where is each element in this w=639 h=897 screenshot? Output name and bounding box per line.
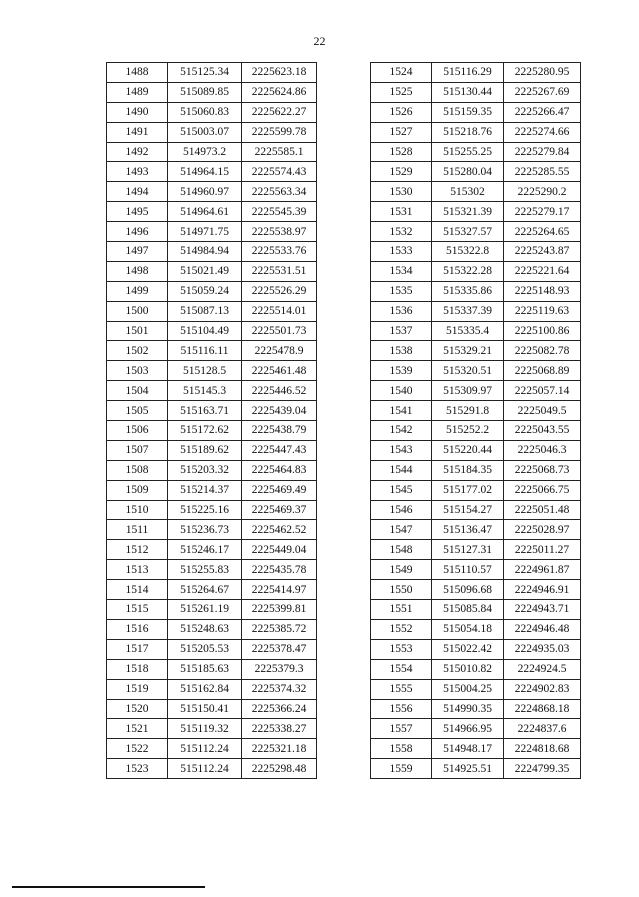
coordinates-table-right [370,62,581,779]
x-coordinate-cell: 514984.94 [168,242,242,262]
table-row [371,222,581,242]
point-number-cell: 1514 [107,580,168,600]
x-coordinate-cell: 515085.84 [432,600,504,620]
y-coordinate-cell: 2225531.51 [242,261,317,281]
table-row [107,719,317,739]
table-row [107,122,317,142]
point-number-cell: 1559 [371,759,432,779]
table-row [107,639,317,659]
point-number-cell: 1500 [107,301,168,321]
x-coordinate-cell: 514990.35 [432,699,504,719]
x-coordinate-cell: 515185.63 [168,659,242,679]
point-number-cell: 1540 [371,381,432,401]
table-row [371,460,581,480]
point-number-cell: 1533 [371,242,432,262]
point-number-cell: 1537 [371,321,432,341]
table-row [107,739,317,759]
point-number-cell: 1548 [371,540,432,560]
y-coordinate-cell: 2225447.43 [242,440,317,460]
y-coordinate-cell: 2225068.73 [504,460,581,480]
point-number-cell: 1499 [107,281,168,301]
x-coordinate-cell: 515280.04 [432,162,504,182]
x-coordinate-cell: 515104.49 [168,321,242,341]
y-coordinate-cell: 2225082.78 [504,341,581,361]
x-coordinate-cell: 515291.8 [432,401,504,421]
table-row [107,460,317,480]
table-row [371,560,581,580]
point-number-cell: 1528 [371,142,432,162]
point-number-cell: 1495 [107,202,168,222]
table-row [371,162,581,182]
x-coordinate-cell: 515130.44 [432,82,504,102]
point-number-cell: 1539 [371,361,432,381]
table-row [371,619,581,639]
x-coordinate-cell: 514971.75 [168,222,242,242]
table-row [371,679,581,699]
table-row [371,321,581,341]
y-coordinate-cell: 2225119.63 [504,301,581,321]
point-number-cell: 1545 [371,480,432,500]
table-row [371,580,581,600]
table-row [371,182,581,202]
table-row [371,739,581,759]
x-coordinate-cell: 515205.53 [168,639,242,659]
y-coordinate-cell: 2224799.35 [504,759,581,779]
table-row [107,600,317,620]
point-number-cell: 1530 [371,182,432,202]
point-number-cell: 1494 [107,182,168,202]
point-number-cell: 1512 [107,540,168,560]
table-row [371,122,581,142]
y-coordinate-cell: 2224946.91 [504,580,581,600]
point-number-cell: 1547 [371,520,432,540]
point-number-cell: 1497 [107,242,168,262]
x-coordinate-cell: 515320.51 [432,361,504,381]
point-number-cell: 1519 [107,679,168,699]
point-number-cell: 1550 [371,580,432,600]
y-coordinate-cell: 2224837.6 [504,719,581,739]
point-number-cell: 1492 [107,142,168,162]
table-row [371,63,581,83]
point-number-cell: 1529 [371,162,432,182]
point-number-cell: 1554 [371,659,432,679]
point-number-cell: 1518 [107,659,168,679]
y-coordinate-cell: 2224902.83 [504,679,581,699]
y-coordinate-cell: 2225385.72 [242,619,317,639]
x-coordinate-cell: 515236.73 [168,520,242,540]
x-coordinate-cell: 515337.39 [432,301,504,321]
point-number-cell: 1520 [107,699,168,719]
x-coordinate-cell: 515119.32 [168,719,242,739]
point-number-cell: 1536 [371,301,432,321]
y-coordinate-cell: 2225285.55 [504,162,581,182]
y-coordinate-cell: 2225066.75 [504,480,581,500]
point-number-cell: 1503 [107,361,168,381]
table-row [371,202,581,222]
point-number-cell: 1489 [107,82,168,102]
y-coordinate-cell: 2225501.73 [242,321,317,341]
point-number-cell: 1524 [371,63,432,83]
x-coordinate-cell: 515321.39 [432,202,504,222]
point-number-cell: 1535 [371,281,432,301]
point-number-cell: 1517 [107,639,168,659]
point-number-cell: 1543 [371,440,432,460]
point-number-cell: 1527 [371,122,432,142]
x-coordinate-cell: 514960.97 [168,182,242,202]
table-row [371,381,581,401]
y-coordinate-cell: 2225046.3 [504,440,581,460]
y-coordinate-cell: 2225526.29 [242,281,317,301]
x-coordinate-cell: 515128.5 [168,361,242,381]
x-coordinate-cell: 515159.35 [432,102,504,122]
y-coordinate-cell: 2225374.32 [242,679,317,699]
y-coordinate-cell: 2225280.95 [504,63,581,83]
y-coordinate-cell: 2225585.1 [242,142,317,162]
x-coordinate-cell: 514973.2 [168,142,242,162]
point-number-cell: 1531 [371,202,432,222]
y-coordinate-cell: 2225057.14 [504,381,581,401]
table-row [371,500,581,520]
x-coordinate-cell: 515089.85 [168,82,242,102]
x-coordinate-cell: 515189.62 [168,440,242,460]
y-coordinate-cell: 2225464.83 [242,460,317,480]
y-coordinate-cell: 2225514.01 [242,301,317,321]
table-row [371,659,581,679]
y-coordinate-cell: 2225446.52 [242,381,317,401]
x-coordinate-cell: 515110.57 [432,560,504,580]
x-coordinate-cell: 515329.21 [432,341,504,361]
y-coordinate-cell: 2225011.27 [504,540,581,560]
y-coordinate-cell: 2225438.79 [242,421,317,441]
point-number-cell: 1546 [371,500,432,520]
point-number-cell: 1511 [107,520,168,540]
x-coordinate-cell: 515214.37 [168,480,242,500]
table-row [371,699,581,719]
x-coordinate-cell: 515163.71 [168,401,242,421]
table-row [107,361,317,381]
y-coordinate-cell: 2225478.9 [242,341,317,361]
table-row [107,500,317,520]
point-number-cell: 1523 [107,759,168,779]
table-row [107,381,317,401]
x-coordinate-cell: 515248.63 [168,619,242,639]
y-coordinate-cell: 2225461.48 [242,361,317,381]
x-coordinate-cell: 515218.76 [432,122,504,142]
y-coordinate-cell: 2225290.2 [504,182,581,202]
point-number-cell: 1538 [371,341,432,361]
x-coordinate-cell: 515302 [432,182,504,202]
point-number-cell: 1549 [371,560,432,580]
x-coordinate-cell: 515060.83 [168,102,242,122]
y-coordinate-cell: 2225068.89 [504,361,581,381]
x-coordinate-cell: 515225.16 [168,500,242,520]
table-row [371,401,581,421]
y-coordinate-cell: 2225622.27 [242,102,317,122]
point-number-cell: 1510 [107,500,168,520]
y-coordinate-cell: 2225574.43 [242,162,317,182]
point-number-cell: 1521 [107,719,168,739]
y-coordinate-cell: 2225378.47 [242,639,317,659]
table-row [107,659,317,679]
table-row [107,162,317,182]
point-number-cell: 1516 [107,619,168,639]
point-number-cell: 1551 [371,600,432,620]
table-row [107,679,317,699]
table-row [371,261,581,281]
x-coordinate-cell: 515177.02 [432,480,504,500]
x-coordinate-cell: 515004.25 [432,679,504,699]
table-row [371,600,581,620]
table-row [107,301,317,321]
y-coordinate-cell: 2225599.78 [242,122,317,142]
table-row [371,281,581,301]
x-coordinate-cell: 515220.44 [432,440,504,460]
y-coordinate-cell: 2225462.52 [242,520,317,540]
x-coordinate-cell: 515125.34 [168,63,242,83]
x-coordinate-cell: 515162.84 [168,679,242,699]
point-number-cell: 1506 [107,421,168,441]
y-coordinate-cell: 2224935.03 [504,639,581,659]
y-coordinate-cell: 2225321.18 [242,739,317,759]
table-row [107,182,317,202]
point-number-cell: 1502 [107,341,168,361]
y-coordinate-cell: 2225435.78 [242,560,317,580]
y-coordinate-cell: 2225366.24 [242,699,317,719]
y-coordinate-cell: 2224868.18 [504,699,581,719]
x-coordinate-cell: 514966.95 [432,719,504,739]
x-coordinate-cell: 515255.25 [432,142,504,162]
point-number-cell: 1526 [371,102,432,122]
point-number-cell: 1541 [371,401,432,421]
table-row [107,560,317,580]
point-number-cell: 1505 [107,401,168,421]
x-coordinate-cell: 515184.35 [432,460,504,480]
table-row [371,301,581,321]
y-coordinate-cell: 2225545.39 [242,202,317,222]
point-number-cell: 1556 [371,699,432,719]
table-row [107,699,317,719]
y-coordinate-cell: 2225266.47 [504,102,581,122]
y-coordinate-cell: 2225243.87 [504,242,581,262]
y-coordinate-cell: 2225449.04 [242,540,317,560]
point-number-cell: 1501 [107,321,168,341]
point-number-cell: 1534 [371,261,432,281]
y-coordinate-cell: 2225264.65 [504,222,581,242]
x-coordinate-cell: 515261.19 [168,600,242,620]
y-coordinate-cell: 2225469.37 [242,500,317,520]
y-coordinate-cell: 2225274.66 [504,122,581,142]
table-row [107,619,317,639]
point-number-cell: 1532 [371,222,432,242]
table-row [107,341,317,361]
y-coordinate-cell: 2225100.86 [504,321,581,341]
y-coordinate-cell: 2225028.97 [504,520,581,540]
point-number-cell: 1555 [371,679,432,699]
point-number-cell: 1493 [107,162,168,182]
y-coordinate-cell: 2224943.71 [504,600,581,620]
y-coordinate-cell: 2225338.27 [242,719,317,739]
table-row [371,102,581,122]
x-coordinate-cell: 515150.41 [168,699,242,719]
x-coordinate-cell: 515116.29 [432,63,504,83]
point-number-cell: 1504 [107,381,168,401]
table-row [107,281,317,301]
x-coordinate-cell: 515003.07 [168,122,242,142]
x-coordinate-cell: 515054.18 [432,619,504,639]
y-coordinate-cell: 2224961.87 [504,560,581,580]
table-row [371,82,581,102]
x-coordinate-cell: 515059.24 [168,281,242,301]
x-coordinate-cell: 515255.83 [168,560,242,580]
y-coordinate-cell: 2225533.76 [242,242,317,262]
point-number-cell: 1557 [371,719,432,739]
y-coordinate-cell: 2225298.48 [242,759,317,779]
x-coordinate-cell: 515154.27 [432,500,504,520]
x-coordinate-cell: 515335.86 [432,281,504,301]
point-number-cell: 1507 [107,440,168,460]
y-coordinate-cell: 2225414.97 [242,580,317,600]
point-number-cell: 1552 [371,619,432,639]
y-coordinate-cell: 2224924.5 [504,659,581,679]
footnote-rule [12,886,205,888]
x-coordinate-cell: 515322.28 [432,261,504,281]
x-coordinate-cell: 515136.47 [432,520,504,540]
table-row [107,102,317,122]
table-row [107,222,317,242]
table-row [107,580,317,600]
x-coordinate-cell: 515309.97 [432,381,504,401]
y-coordinate-cell: 2225267.69 [504,82,581,102]
table-row [107,759,317,779]
point-number-cell: 1498 [107,261,168,281]
table-row [107,202,317,222]
table-row [371,639,581,659]
table-row [371,759,581,779]
y-coordinate-cell: 2225563.34 [242,182,317,202]
y-coordinate-cell: 2225624.86 [242,82,317,102]
x-coordinate-cell: 515322.8 [432,242,504,262]
table-row [371,719,581,739]
table-row [107,520,317,540]
x-coordinate-cell: 514948.17 [432,739,504,759]
table-row [107,242,317,262]
table-row [107,142,317,162]
y-coordinate-cell: 2225399.81 [242,600,317,620]
point-number-cell: 1490 [107,102,168,122]
x-coordinate-cell: 515172.62 [168,421,242,441]
y-coordinate-cell: 2225469.49 [242,480,317,500]
y-coordinate-cell: 2225538.97 [242,222,317,242]
x-coordinate-cell: 515010.82 [432,659,504,679]
table-row [371,242,581,262]
y-coordinate-cell: 2224818.68 [504,739,581,759]
point-number-cell: 1558 [371,739,432,759]
x-coordinate-cell: 515112.24 [168,759,242,779]
y-coordinate-cell: 2225279.84 [504,142,581,162]
page-number: 22 [313,34,326,48]
x-coordinate-cell: 515087.13 [168,301,242,321]
table-row [107,480,317,500]
x-coordinate-cell: 515145.3 [168,381,242,401]
table-row [107,401,317,421]
x-coordinate-cell: 515203.32 [168,460,242,480]
point-number-cell: 1491 [107,122,168,142]
table-row [371,361,581,381]
x-coordinate-cell: 515327.57 [432,222,504,242]
table-row [107,540,317,560]
table-row [371,480,581,500]
coordinates-table-left [106,62,317,779]
table-row [371,440,581,460]
y-coordinate-cell: 2225279.17 [504,202,581,222]
table-row [371,341,581,361]
point-number-cell: 1544 [371,460,432,480]
y-coordinate-cell: 2225379.3 [242,659,317,679]
table-row [371,520,581,540]
y-coordinate-cell: 2225221.64 [504,261,581,281]
table-row [107,321,317,341]
x-coordinate-cell: 515246.17 [168,540,242,560]
x-coordinate-cell: 515264.67 [168,580,242,600]
table-row [107,63,317,83]
table-row [107,261,317,281]
point-number-cell: 1553 [371,639,432,659]
point-number-cell: 1513 [107,560,168,580]
x-coordinate-cell: 514964.15 [168,162,242,182]
point-number-cell: 1515 [107,600,168,620]
point-number-cell: 1509 [107,480,168,500]
y-coordinate-cell: 2225439.04 [242,401,317,421]
x-coordinate-cell: 514925.51 [432,759,504,779]
point-number-cell: 1488 [107,63,168,83]
y-coordinate-cell: 2225148.93 [504,281,581,301]
point-number-cell: 1522 [107,739,168,759]
x-coordinate-cell: 515021.49 [168,261,242,281]
point-number-cell: 1496 [107,222,168,242]
x-coordinate-cell: 515127.31 [432,540,504,560]
x-coordinate-cell: 515335.4 [432,321,504,341]
y-coordinate-cell: 2225043.55 [504,421,581,441]
table-row [371,421,581,441]
y-coordinate-cell: 2224946.48 [504,619,581,639]
point-number-cell: 1542 [371,421,432,441]
x-coordinate-cell: 515252.2 [432,421,504,441]
point-number-cell: 1508 [107,460,168,480]
table-row [371,142,581,162]
table-row [371,540,581,560]
y-coordinate-cell: 2225623.18 [242,63,317,83]
point-number-cell: 1525 [371,82,432,102]
y-coordinate-cell: 2225051.48 [504,500,581,520]
x-coordinate-cell: 515022.42 [432,639,504,659]
x-coordinate-cell: 515116.11 [168,341,242,361]
table-row [107,440,317,460]
table-row [107,421,317,441]
x-coordinate-cell: 515112.24 [168,739,242,759]
table-row [107,82,317,102]
y-coordinate-cell: 2225049.5 [504,401,581,421]
x-coordinate-cell: 515096.68 [432,580,504,600]
x-coordinate-cell: 514964.61 [168,202,242,222]
